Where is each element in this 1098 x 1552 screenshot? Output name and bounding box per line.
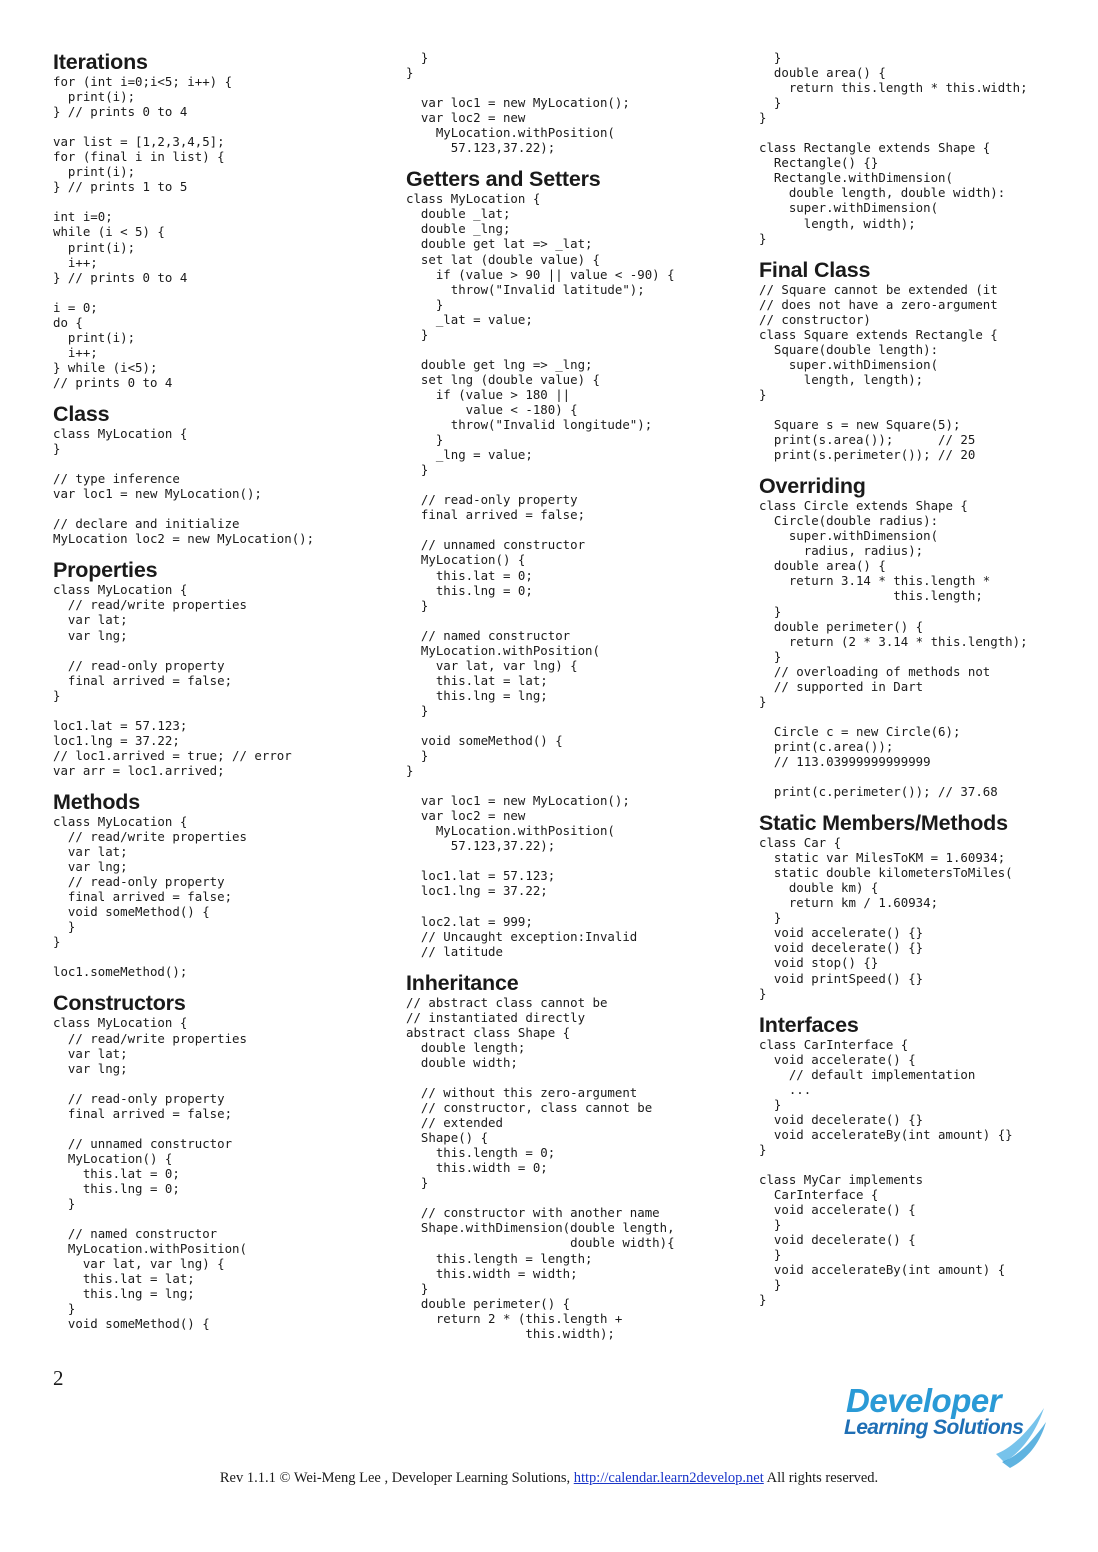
code-inheritance: // abstract class cannot be // instantiated directly abstract class Shape { double length; double width; // without this zero-argument // constructor, class cannot be // extended Shape() { this.length = 0; this.width = 0; } // constructor with another name Shape.withDimension(double length, double width){ this.length = length; this.width = width; } double perimeter() { return 2 * (this.length + this.width);	[406, 994, 675, 1341]
section-title-getters-setters: Getters and Setters	[406, 167, 601, 192]
code-getters-setters: class MyLocation { double _lat; double _lng; double get lat => _lat; set lat (double value) { if (value > 90 || value < -90) { throw("Invalid latitude"); } _lat = value; } double get lng => _lng; set lng (double value) { if (value > 180 || value < -180) { throw("Invalid longitude"); } _lng = value; } // read-only property final arrived = false; // unnamed constructor MyLocation() { this.lat = 0; this.lng = 0; } // named constructor MyLocation.withPosition( var lat, var lng) { this.lat = lat; this.lng = lng; } void someMethod() { } } var loc1 = new MyLocation(); var loc2 = new MyLocation.withPosition( 57.123,37.22); loc1.lat = 57.123; loc1.lng = 37.22; loc2.lat = 999; // Uncaught exception:Invalid // latitude	[406, 191, 675, 959]
section-title-methods: Methods	[53, 789, 140, 814]
code-interfaces: class CarInterface { void accelerate() { // default implementation ... } void decelerate() {} void accelerateBy(int amount) {} } class MyCar implements CarInterface { void accelerate() { } void decelerate() { } void accelerateBy(int amount) { } }	[759, 1036, 1013, 1308]
code-inheritance-continued: } double area() { return this.length * this.width; } } class Rectangle extends Shape { Rectangle() {} Rectangle.withDimension( double length, double width): super.withDimension( length, width); }	[759, 50, 1028, 246]
code-constructors: class MyLocation { // read/write properties var lat; var lng; // read-only property final arrived = false; // unnamed constructor MyLocation() { this.lat = 0; this.lng = 0; } // named constructor MyLocation.withPosition( var lat, var lng) { this.lat = lat; this.lng = lng; } void someMethod() {	[53, 1015, 247, 1332]
footer	[0, 1470, 1098, 1487]
page-number: 2	[53, 1366, 64, 1390]
logo-swoosh-icon	[992, 1402, 1052, 1472]
section-title-class: Class	[53, 401, 110, 426]
section-title-iterations: Iterations	[53, 50, 148, 74]
code-static-members: class Car { static var MilesToKM = 1.60934; static double kilometersToMiles( double km) { return km / 1.60934; } void accelerate() {} void decelerate() {} void stop() {} void printSpeed() {} }	[759, 835, 1013, 1001]
column-1	[53, 50, 393, 1343]
footer-text: Rev 1.1.1 © Wei-Meng Lee , Developer Learning Solutions,	[219, 1470, 574, 1486]
section-title-inheritance: Inheritance	[406, 970, 519, 995]
section-title-final-class: Final Class	[759, 257, 871, 282]
section-title-properties: Properties	[53, 558, 158, 583]
code-overriding: class Circle extends Shape { Circle(double radius): super.withDimension( radius, radius); double area() { return 3.14 * this.length * this.length; } double perimeter() { return (2 * 3.14 * this.length); } // overloading of methods not // supported in Dart } Circle c = new Circle(6); print(c.area()); // 113.03999999999999 print(c.perimeter()); // 37.68	[759, 498, 1028, 800]
footer-rights: All rights reserved.	[763, 1470, 879, 1486]
column-2	[406, 50, 751, 1353]
footer-link[interactable]: http://calendar.learn2develop.net	[573, 1470, 764, 1486]
code-final-class: // Square cannot be extended (it // does not have a zero-argument // constructor) class Square extends Rectangle { Square(double length): super.withDimension( length, length); } Square s = new Square(5); print(s.area()); // 25 print(s.perimeter()); // 20	[759, 281, 998, 463]
code-class: class MyLocation { } // type inference var loc1 = new MyLocation(); // declare and initialize MyLocation loc2 = new MyLocation();	[53, 425, 315, 547]
code-properties: class MyLocation { // read/write properties var lat; var lng; // read-only property final arrived = false; } loc1.lat = 57.123; loc1.lng = 37.22; // loc1.arrived = true; // error var arr = loc1.arrived;	[53, 582, 292, 778]
section-title-overriding: Overriding	[759, 474, 866, 499]
code-constructors-continued: } } var loc1 = new MyLocation(); var loc2 = new MyLocation.withPosition( 57.123,37.22);	[406, 50, 630, 156]
logo-text-line2: Learning Solutions	[844, 1416, 1024, 1439]
section-title-interfaces: Interfaces	[759, 1012, 859, 1037]
code-methods: class MyLocation { // read/write properties var lat; var lng; // read-only property final arrived = false; void someMethod() { } } loc1.someMethod();	[53, 813, 247, 980]
column-3	[759, 50, 1089, 1319]
section-title-constructors: Constructors	[53, 991, 186, 1016]
logo-text-line1: Developer	[846, 1382, 1002, 1419]
section-title-static-members: Static Members/Methods	[759, 811, 1008, 836]
developer-learning-solutions-logo	[842, 1382, 1052, 1468]
code-iterations: for (int i=0;i<5; i++) { print(i); } // prints 0 to 4 var list = [1,2,3,4,5]; for (final i in list) { print(i); } // prints 1 to 5 int i=0; while (i < 5) { print(i); i++; } // prints 0 to 4 i = 0; do { print(i); i++; } while (i<5); // prints 0 to 4	[53, 74, 233, 390]
